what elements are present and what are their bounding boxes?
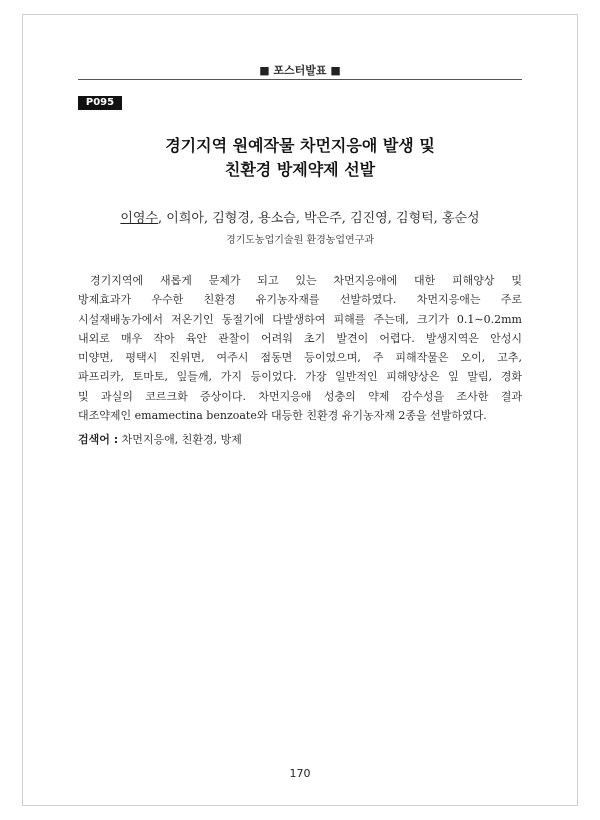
paper-title-line-1: 경기지역 원예작물 차먼지응애 발생 및 — [165, 136, 435, 155]
author-list — [0, 207, 600, 226]
abstract-line: 미양면, 평택시 진위면, 여주시 점동면 등이었으며, 주 피해작물은 오이, 고추, — [78, 351, 522, 365]
page-number: 170 — [289, 767, 311, 780]
co-authors: , 이희아, 김형경, 용소슴, 박은주, 김진영, 김형턱, 홍순성 — [158, 211, 480, 226]
section-header: ■ 포스터발표 ■ — [259, 64, 341, 77]
keywords — [78, 431, 242, 447]
keywords-value: 차먼지응애, 친환경, 방제 — [121, 433, 242, 446]
abstract-line: 경기지역에 새롭게 문제가 되고 있는 차먼지응애에 대한 피해양상 및 — [90, 274, 522, 287]
abstract-line: 대조약제인 emamectina benzoate와 대등한 친환경 유기농자재 2종을 선발하였다. — [78, 409, 487, 423]
keywords-label: 검색어 : — [78, 433, 119, 446]
abstract-line: 시설재배농가에서 저온기인 동절기에 다발생하여 피해를 주는데, 크기가 0.1∼0.2mm — [78, 312, 522, 326]
header-rule — [78, 79, 522, 80]
abstract — [78, 271, 522, 425]
paper-code-badge: P095 — [78, 96, 122, 110]
abstract-line: 방제효과가 우수한 친환경 유기농자재를 선발하였다. 차먼지응애는 주로 — [78, 293, 522, 307]
paper-title — [0, 134, 600, 182]
abstract-line: 파프리카, 토마토, 잎들깨, 가지 등이었다. 가장 일반적인 피해양상은 잎 말림, 경화 — [78, 370, 522, 384]
first-author: 이영수 — [120, 211, 159, 226]
paper-title-line-2: 친환경 방제약제 선발 — [224, 160, 376, 179]
affiliation: 경기도농업기술원 환경농업연구과 — [225, 235, 375, 246]
abstract-line: 및 과실의 코르크화 증상이다. 차먼지응애 성충의 약제 감수성을 조사한 결과 — [78, 389, 522, 403]
abstract-line: 내외로 매우 작아 육안 관찰이 어려워 초기 발견이 어렵다. 발생지역은 안성시 — [78, 331, 522, 345]
